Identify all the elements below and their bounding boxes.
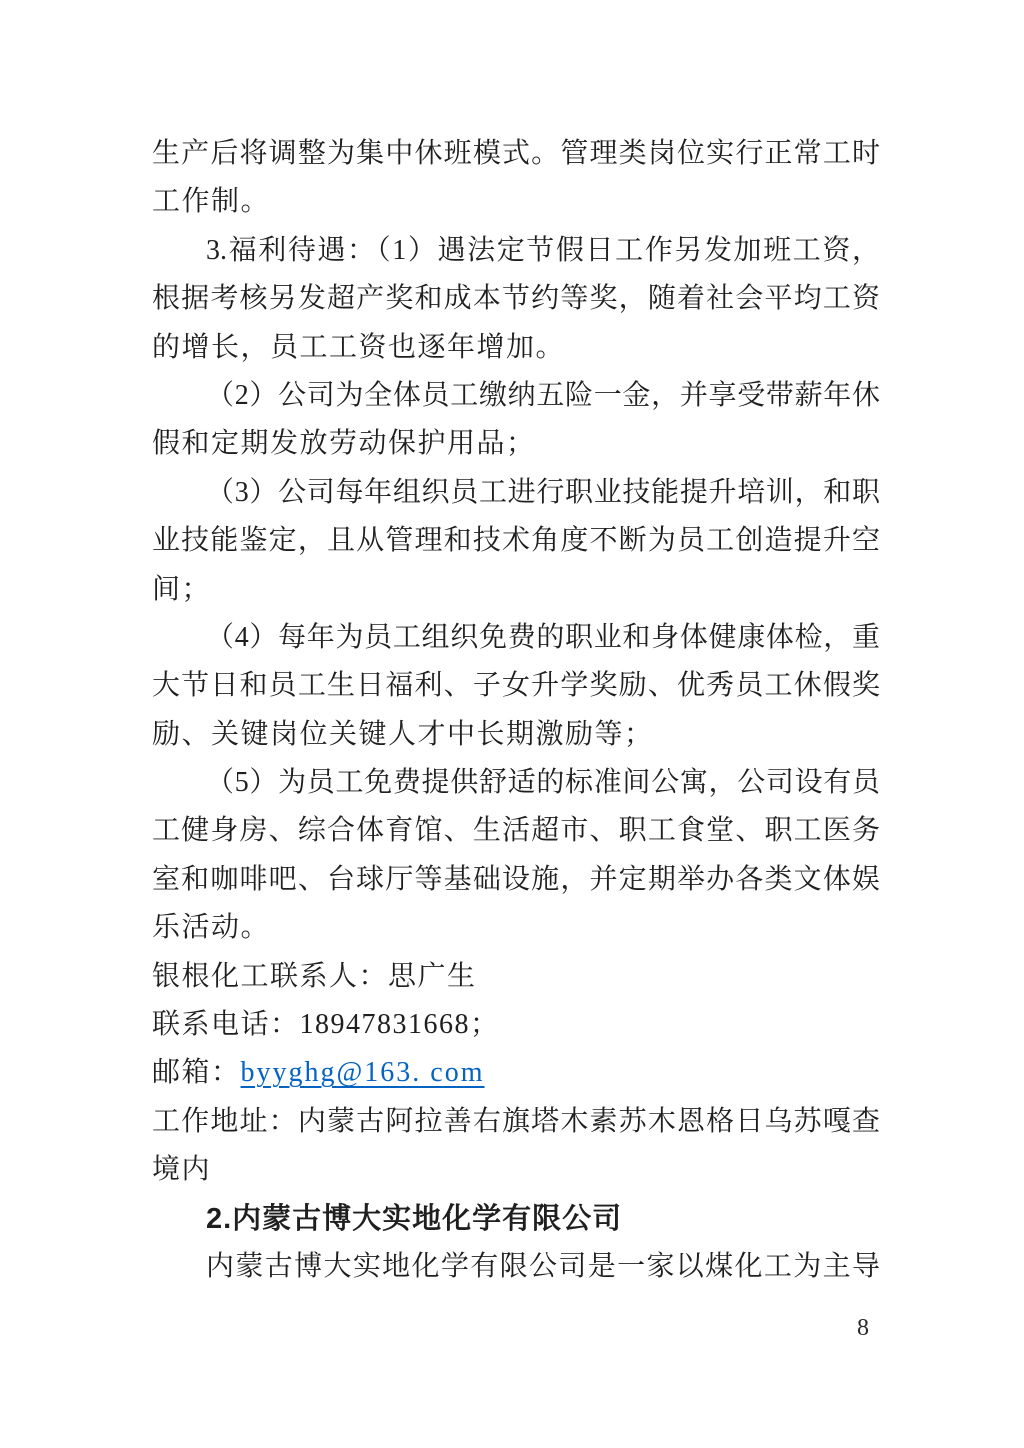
body-text-line: （5）为员工免费提供舒适的标准间公寓，公司设有员 xyxy=(206,767,880,799)
contact-phone-line: 联系电话：18947831668； xyxy=(152,1009,500,1041)
body-text-line: 根据考核另发超产奖和成本节约等奖，随着社会平均工资 xyxy=(152,283,880,315)
body-text-line: 间； xyxy=(152,573,212,605)
contact-person-line: 银根化工联系人：思广生 xyxy=(152,960,477,992)
body-text-line: （4）每年为员工组织免费的职业和身体健康体检，重 xyxy=(206,621,880,653)
body-text-line: 业技能鉴定，且从管理和技术角度不断为员工创造提升空 xyxy=(152,525,880,557)
body-text-line: 工作制。 xyxy=(152,186,271,218)
body-text-line: 的增长，员工工资也逐年增加。 xyxy=(152,331,566,363)
body-text-line: 3.福利待遇：（1）遇法定节假日工作另发加班工资， xyxy=(206,234,880,266)
body-text-line: 大节日和员工生日福利、子女升学奖励、优秀员工休假奖 xyxy=(152,670,880,702)
work-address-line: 工作地址：内蒙古阿拉善右旗塔木素苏木恩格日乌苏嘎查 xyxy=(152,1105,880,1137)
section-2-intro-line: 内蒙古博大实地化学有限公司是一家以煤化工为主导 xyxy=(206,1250,880,1282)
body-text-line: 室和咖啡吧、台球厅等基础设施，并定期举办各类文体娱 xyxy=(152,863,880,895)
body-text-line: 假和定期发放劳动保护用品； xyxy=(152,428,536,460)
body-text-line: 乐活动。 xyxy=(152,912,271,944)
section-2-heading: 2.内蒙古博大实地化学有限公司 xyxy=(206,1202,623,1235)
body-text-line: 生产后将调整为集中休班模式。管理类岗位实行正常工时 xyxy=(152,138,880,169)
body-text-line: （2）公司为全体员工缴纳五险一金，并享受带薪年休 xyxy=(206,379,880,411)
contact-email-line xyxy=(152,1049,880,1097)
email-label: 邮箱： xyxy=(152,1057,241,1089)
page-number: 8 xyxy=(857,1315,869,1341)
email-link[interactable]: byyghg@163. com xyxy=(240,1057,485,1089)
work-address-line-2: 境内 xyxy=(152,1154,212,1186)
body-text-line: 励、关键岗位关键人才中长期激励等； xyxy=(152,718,654,750)
body-text-line: （3）公司每年组织员工进行职业技能提升培训，和职 xyxy=(206,476,880,508)
document-body xyxy=(152,130,880,1291)
body-text-line: 工健身房、综合体育馆、生活超市、职工食堂、职工医务 xyxy=(152,815,880,847)
